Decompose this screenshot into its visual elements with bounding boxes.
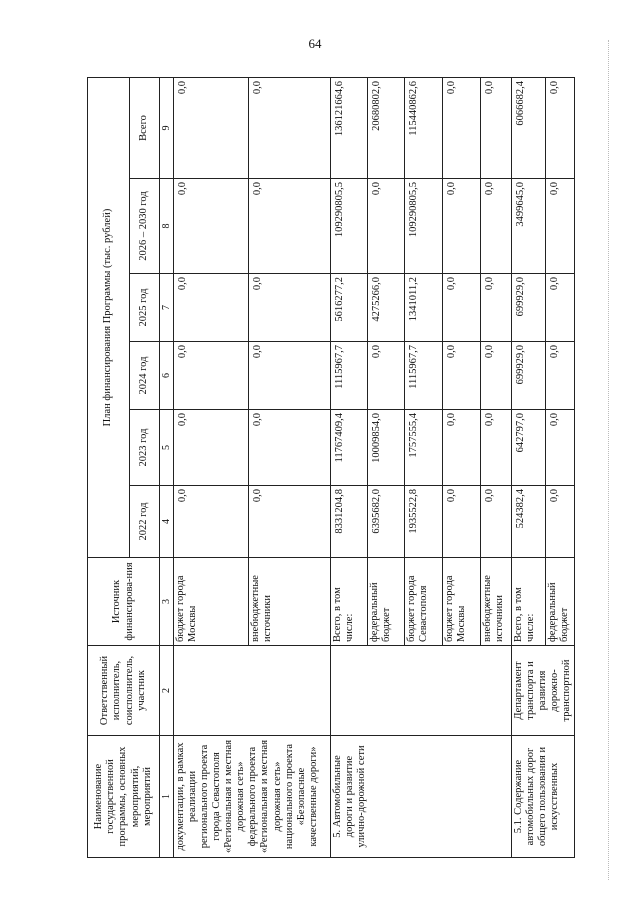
value-cell: 0,0 [249, 274, 331, 342]
value-cell: 0,0 [443, 179, 481, 274]
col-number: 2 [160, 646, 174, 736]
value-cell: 0,0 [174, 179, 249, 274]
responsible-cell [174, 646, 331, 736]
financing-table [87, 77, 575, 858]
value-cell: 0,0 [443, 77, 481, 178]
col-number: 5 [160, 410, 174, 486]
value-cell: 1935522,8 [405, 486, 443, 558]
page-number: 64 [308, 36, 322, 51]
source-cell: внебюджетные источники [249, 558, 331, 646]
value-cell: 20680802,0 [368, 77, 405, 178]
value-cell: 0,0 [545, 342, 575, 410]
scan-edge-line [608, 40, 610, 880]
value-cell: 0,0 [545, 486, 575, 558]
value-cell: 1341011,2 [405, 274, 443, 342]
value-cell: 0,0 [481, 410, 512, 486]
value-cell: 0,0 [481, 274, 512, 342]
value-cell: 10009854,0 [368, 410, 405, 486]
value-cell: 0,0 [249, 486, 331, 558]
col-number: 8 [160, 179, 174, 274]
col-number: 4 [160, 486, 174, 558]
header-year-2024: 2024 год [130, 342, 160, 410]
source-cell: бюджет города Севастополя [405, 558, 443, 646]
col-number: 1 [160, 736, 174, 858]
value-cell: 0,0 [545, 77, 575, 178]
col-number: 7 [160, 274, 174, 342]
value-cell: 3499645,0 [512, 179, 546, 274]
value-cell: 0,0 [249, 342, 331, 410]
header-total: Всего [130, 77, 160, 178]
value-cell: 0,0 [481, 486, 512, 558]
activity-name: документации, в рамках реализации регионального проекта города Севастополя «Региональная и местная дорожная сеть» федерального проекта «Региональная и местная дорожная сеть» национального проекта «Безопасные качественные дороги» [174, 736, 331, 858]
value-cell: 0,0 [481, 77, 512, 178]
col-number: 3 [160, 558, 174, 646]
col-number: 9 [160, 77, 174, 178]
value-cell: 524382,4 [512, 486, 546, 558]
value-cell: 5616277,2 [331, 274, 368, 342]
value-cell: 0,0 [174, 274, 249, 342]
source-cell: Всего, в том числе: [331, 558, 368, 646]
source-cell: Всего, в том числе: [512, 558, 546, 646]
value-cell: 115440862,6 [405, 77, 443, 178]
value-cell: 6066682,4 [512, 77, 546, 178]
value-cell: 0,0 [545, 410, 575, 486]
source-cell: бюджет города Москвы [443, 558, 481, 646]
value-cell: 0,0 [249, 179, 331, 274]
header-year-2022: 2022 год [130, 486, 160, 558]
value-cell: 4275266,0 [368, 274, 405, 342]
value-cell: 0,0 [249, 77, 331, 178]
value-cell: 699929,0 [512, 342, 546, 410]
source-cell: федеральный бюджет [545, 558, 575, 646]
value-cell: 0,0 [174, 410, 249, 486]
value-cell: 0,0 [545, 179, 575, 274]
value-cell: 0,0 [174, 342, 249, 410]
value-cell: 0,0 [481, 342, 512, 410]
value-cell: 0,0 [443, 274, 481, 342]
value-cell: 136121664,6 [331, 77, 368, 178]
source-cell: федеральный бюджет [368, 558, 405, 646]
value-cell: 6395682,0 [368, 486, 405, 558]
value-cell: 11767409,4 [331, 410, 368, 486]
value-cell: 699929,0 [512, 274, 546, 342]
table-row [174, 77, 249, 857]
value-cell: 109290805,5 [405, 179, 443, 274]
header-plan: План финансирования Программы (тыс. рублей) [88, 77, 130, 557]
value-cell: 1115967,7 [405, 342, 443, 410]
header-year-2025: 2025 год [130, 274, 160, 342]
value-cell: 0,0 [174, 77, 249, 178]
responsible-cell [331, 646, 512, 736]
header-responsible: Ответственный исполнитель, соисполнитель, участник [88, 646, 160, 736]
activity-name: 5. Автомобильные дороги и развитие улично-дорожной сети [331, 736, 512, 858]
header-source: Источник финансирова-ния [88, 558, 160, 646]
value-cell: 642797,0 [512, 410, 546, 486]
value-cell: 0,0 [443, 410, 481, 486]
header-year-2026-2030: 2026 – 2030 год [130, 179, 160, 274]
value-cell: 8331204,8 [331, 486, 368, 558]
value-cell: 0,0 [249, 410, 331, 486]
value-cell: 0,0 [368, 179, 405, 274]
value-cell: 0,0 [443, 486, 481, 558]
value-cell: 0,0 [443, 342, 481, 410]
value-cell: 109290805,5 [331, 179, 368, 274]
table-row [512, 77, 546, 857]
header-name: Наименование государственной программы, основных мероприятий, мероприятий [88, 736, 160, 858]
rotated-table-container [87, 78, 573, 858]
col-number: 6 [160, 342, 174, 410]
value-cell: 0,0 [545, 274, 575, 342]
header-year-2023: 2023 год [130, 410, 160, 486]
table-row [331, 77, 368, 857]
value-cell: 1115967,7 [331, 342, 368, 410]
value-cell: 1757555,4 [405, 410, 443, 486]
value-cell: 0,0 [481, 179, 512, 274]
responsible-cell: Департамент транспорта и развития дорожно-транспортной [512, 646, 575, 736]
source-cell: бюджет города Москвы [174, 558, 249, 646]
activity-name: 5.1. Содержание автомобильных дорог общего пользования и искусственных [512, 736, 575, 858]
value-cell: 0,0 [368, 342, 405, 410]
value-cell: 0,0 [174, 486, 249, 558]
source-cell: внебюджетные источники [481, 558, 512, 646]
